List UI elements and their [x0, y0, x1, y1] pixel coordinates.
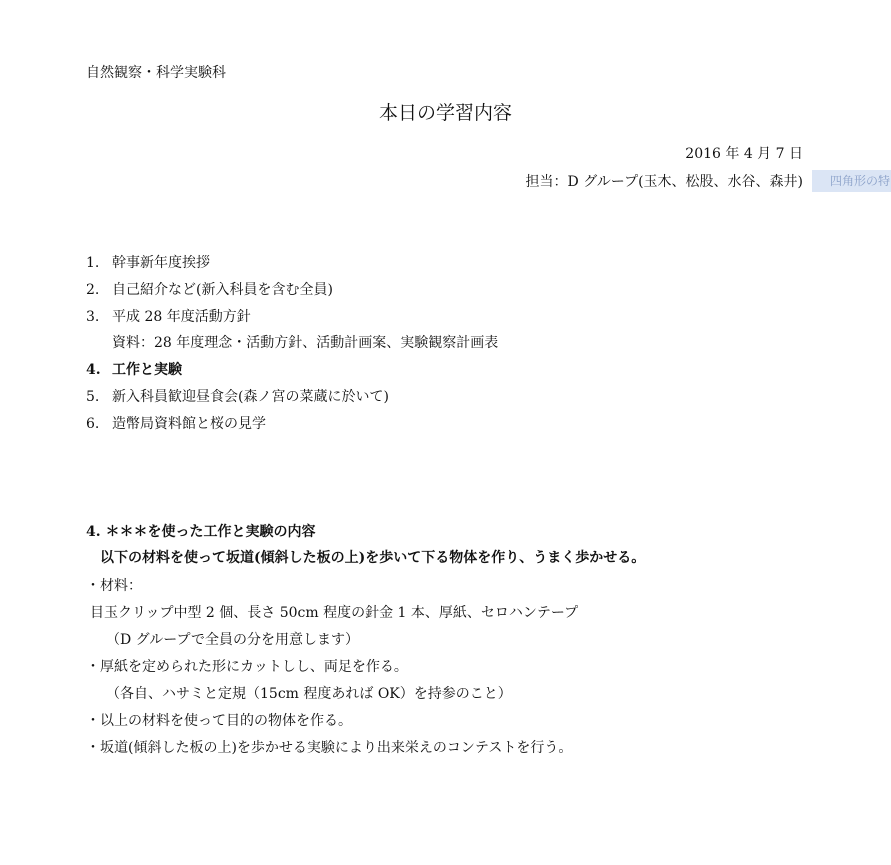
agenda-number: 3.	[86, 309, 100, 325]
materials-list: 目玉クリップ中型 2 個、長さ 50cm 程度の針金 1 本、厚紙、セロハンテープ	[90, 605, 579, 621]
materials-label: ・材料：	[86, 578, 142, 594]
agenda-item	[86, 283, 333, 297]
agenda-number: 1.	[86, 255, 100, 271]
section-heading: 4. ＊＊＊を使った工作と実験の内容	[86, 524, 316, 540]
agenda-text: 幹事新年度挨拶	[112, 255, 210, 271]
materials-note: （D グループで全員の分を用意します）	[106, 632, 359, 648]
agenda-text: 自己紹介など(新入科員を含む全員)	[112, 282, 333, 298]
agenda-item	[86, 256, 210, 270]
agenda-item	[86, 310, 251, 324]
agenda-text: 新入科員歓迎昼食会(森ノ宮の菜蔵に於いて)	[112, 389, 389, 405]
page-title: 本日の学習内容	[378, 102, 512, 124]
agenda-number: 4.	[86, 362, 101, 378]
comment-callout[interactable]: 四角形の特	[812, 170, 891, 192]
agenda-item	[86, 363, 182, 377]
department-name: 自然観察・科学実験科	[86, 65, 226, 81]
step-build: ・以上の材料を使って目的の物体を作る。	[86, 713, 352, 729]
in-charge: 担当：D グループ(玉木、松股、水谷、森井)	[525, 174, 803, 190]
agenda-number: 6.	[86, 416, 100, 432]
agenda-text: 工作と実験	[112, 362, 182, 378]
section-intro: 以下の材料を使って坂道(傾斜した板の上)を歩いて下る物体を作り、うまく歩かせる。	[100, 550, 646, 566]
agenda-text: 平成 28 年度活動方針	[112, 309, 251, 325]
agenda-item	[86, 390, 389, 404]
step-cut-note: （各自、ハサミと定規（15cm 程度あれば OK）を持参のこと）	[106, 686, 512, 702]
agenda-number: 2.	[86, 282, 100, 298]
agenda-number: 5.	[86, 389, 100, 405]
agenda-item	[86, 417, 266, 431]
step-contest: ・坂道(傾斜した板の上)を歩かせる実験により出来栄えのコンテストを行う。	[86, 740, 573, 756]
agenda-text: 造幣局資料館と桜の見学	[112, 416, 266, 432]
agenda-note: 資料：28 年度理念・活動方針、活動計画案、実験観察計画表	[112, 335, 499, 351]
date: 2016 年 4 月 7 日	[685, 146, 803, 162]
step-cut: ・厚紙を定められた形にカットしし、両足を作る。	[86, 659, 408, 675]
